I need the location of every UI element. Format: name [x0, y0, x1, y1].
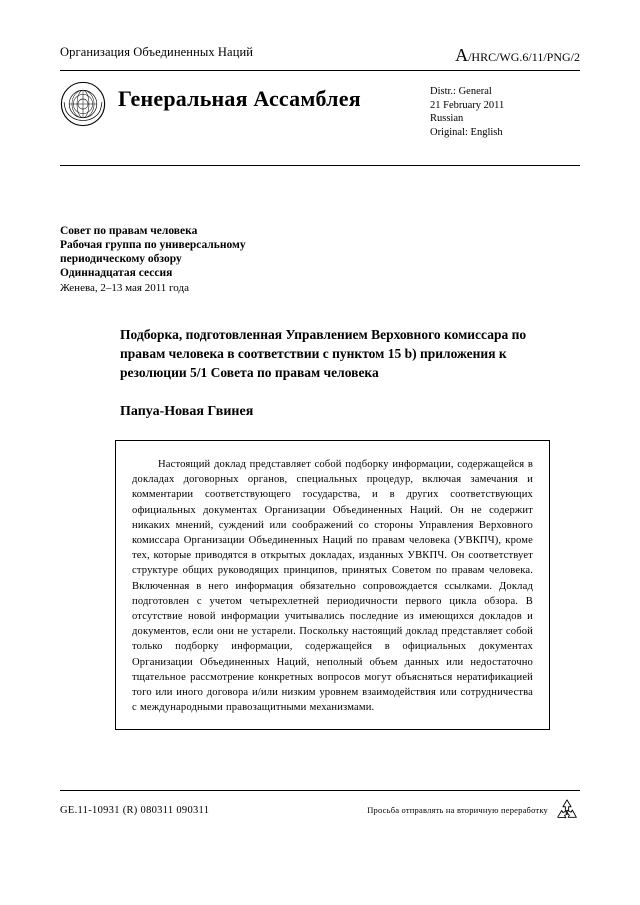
recycle-text: Просьба отправлять на вторичную переработку — [367, 805, 548, 815]
assembly-title: Генеральная Ассамблея — [118, 86, 361, 111]
distribution-line-3: Russian — [430, 113, 464, 124]
un-emblem-icon — [60, 81, 106, 127]
header-rule-bottom — [60, 165, 580, 166]
masthead — [60, 45, 580, 66]
working-group-line-2: периодическому обзору — [60, 253, 182, 265]
working-group-line-1: Рабочая группа по универсальному — [60, 239, 246, 251]
page-content — [60, 45, 580, 730]
title-block — [60, 81, 580, 139]
distribution-line-4: Original: English — [430, 126, 503, 138]
abstract-text: Настоящий доклад представляет собой подборку информации, содержащейся в докладах договорных органов, специальных процедур, включая замечания и комментарии соответствующего государства, и в других соответствующих официальных документах Организации Объединенных Наций. Он не содержит никаких мнений, суждений или соображений со стороны Управления Верховного комиссара Организации Объединенных Наций по правам человека (УВКПЧ), кроме тех, которые приводятся в открытых докладах, изданных УВКПЧ. Он соответствует структуре общих руководящих принципов, принятых Советом по правам человека. Включенная в него информация обязательно сопровождается ссылками. Доклад подготовлен с учетом четырехлетней периодичности первого цикла обзора. В отсутствие новой информации учитывались последние из имеющихся докладов и документов, если они не устарели. Поскольку настоящий доклад представляет собой только подборку информации, содержащейся в официальных документах Организации Объединенных Наций, неполный объем данных или недостаточно тщательное рассмотрение конкретных вопросов могут объясняться нератификацией того или иного договора и/или низким уровнем взаимодействия или сотрудничества с международными правозащитными механизмами. — [132, 459, 533, 714]
recycle-icon — [554, 797, 580, 823]
document-title: Подборка, подготовленная Управлением Верховного комиссара по правам человека в соответствии с пунктом 15 b) приложения к резолюции 5/1 Совета по правам человека — [120, 327, 527, 380]
organization-name: Организация Объединенных Наций — [60, 45, 254, 59]
council-block — [60, 224, 580, 295]
distribution-block — [430, 85, 580, 139]
footer-rule — [60, 790, 580, 791]
document-symbol-prefix: A — [455, 45, 469, 65]
recycle-notice — [367, 797, 580, 823]
document-symbol-rest: /HRC/WG.6/11/PNG/2 — [468, 50, 580, 64]
council-name: Совет по правам человека — [60, 225, 198, 237]
distribution-line-2: 21 February 2011 — [430, 99, 505, 111]
abstract-box — [115, 440, 550, 730]
distribution-line-1: Distr.: General — [430, 86, 492, 97]
country-name: Папуа-Новая Гвинея — [120, 404, 254, 419]
footer-row — [60, 797, 580, 823]
session-number: Одиннадцатая сессия — [60, 267, 173, 279]
session-place-date: Женева, 2–13 мая 2011 года — [60, 282, 189, 294]
job-number: GE.11-10931 (R) 080311 090311 — [60, 804, 210, 816]
page-footer — [60, 790, 580, 823]
header-rule-top — [60, 70, 580, 71]
document-symbol — [455, 45, 580, 66]
